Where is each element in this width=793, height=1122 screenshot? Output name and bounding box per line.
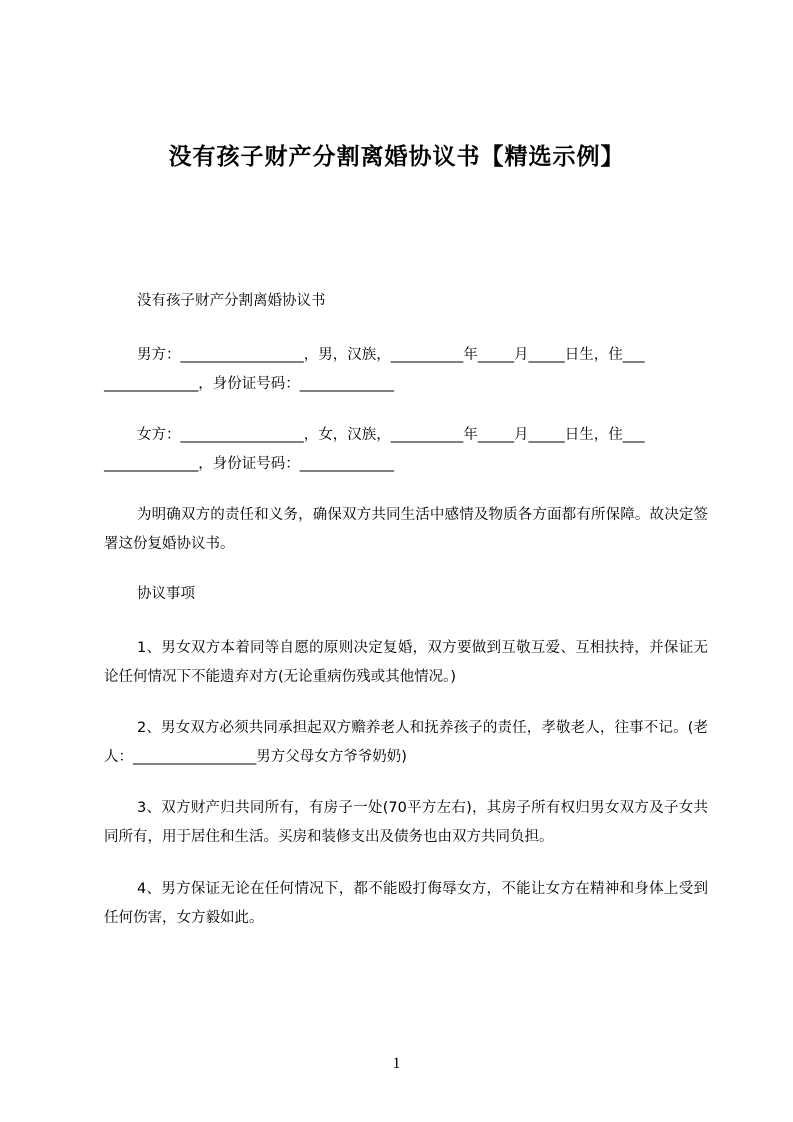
male-party-line-2: _____________，身份证号码：_____________: [104, 376, 394, 392]
section-heading: 协议事项: [137, 586, 195, 602]
male-party-block: [104, 341, 708, 399]
agreement-item-2: 2、男女双方必须共同承担起双方赡养老人和抚养孩子的责任，孝敬老人，往事不记。(老人：_________________男方父母女方爷爷奶奶): [104, 720, 708, 765]
document-title: 没有孩子财产分割离婚协议书【精选示例】: [168, 144, 625, 170]
agreement-item-1: 1、男女双方本着同等自愿的原则决定复婚，双方要做到互敬互爱、互相扶持，并保证无论任何情况下不能遗弃对方(无论重病伤残或其他情况。): [104, 640, 708, 685]
agreement-subtitle: 没有孩子财产分割离婚协议书: [137, 293, 326, 309]
page-number: 1: [392, 1055, 401, 1072]
agreement-item-4: 4、男方保证无论在任何情况下，都不能殴打侮辱女方，不能让女方在精神和身体上受到任何伤害，女方毅如此。: [104, 881, 708, 926]
agreement-item-3: 3、双方财产归共同所有，有房子一处(70平方左右)，其房子所有权归男女双方及子女共同所有，用于居住和生活。买房和装修支出及债务也由双方共同负担。: [104, 800, 708, 845]
female-party-line-1: 女方：_________________，女，汉族，__________年_____月_____日生，住___: [137, 427, 645, 443]
purpose-paragraph: 为明确双方的责任和义务，确保双方共同生活中感情及物质各方面都有所保障。故决定签署这份复婚协议书。: [104, 507, 708, 552]
female-party-block: [104, 421, 708, 479]
male-party-line-1: 男方：_________________，男，汉族，__________年_____月_____日生，住___: [137, 347, 645, 363]
female-party-line-2: _____________，身份证号码：_____________: [104, 456, 394, 472]
